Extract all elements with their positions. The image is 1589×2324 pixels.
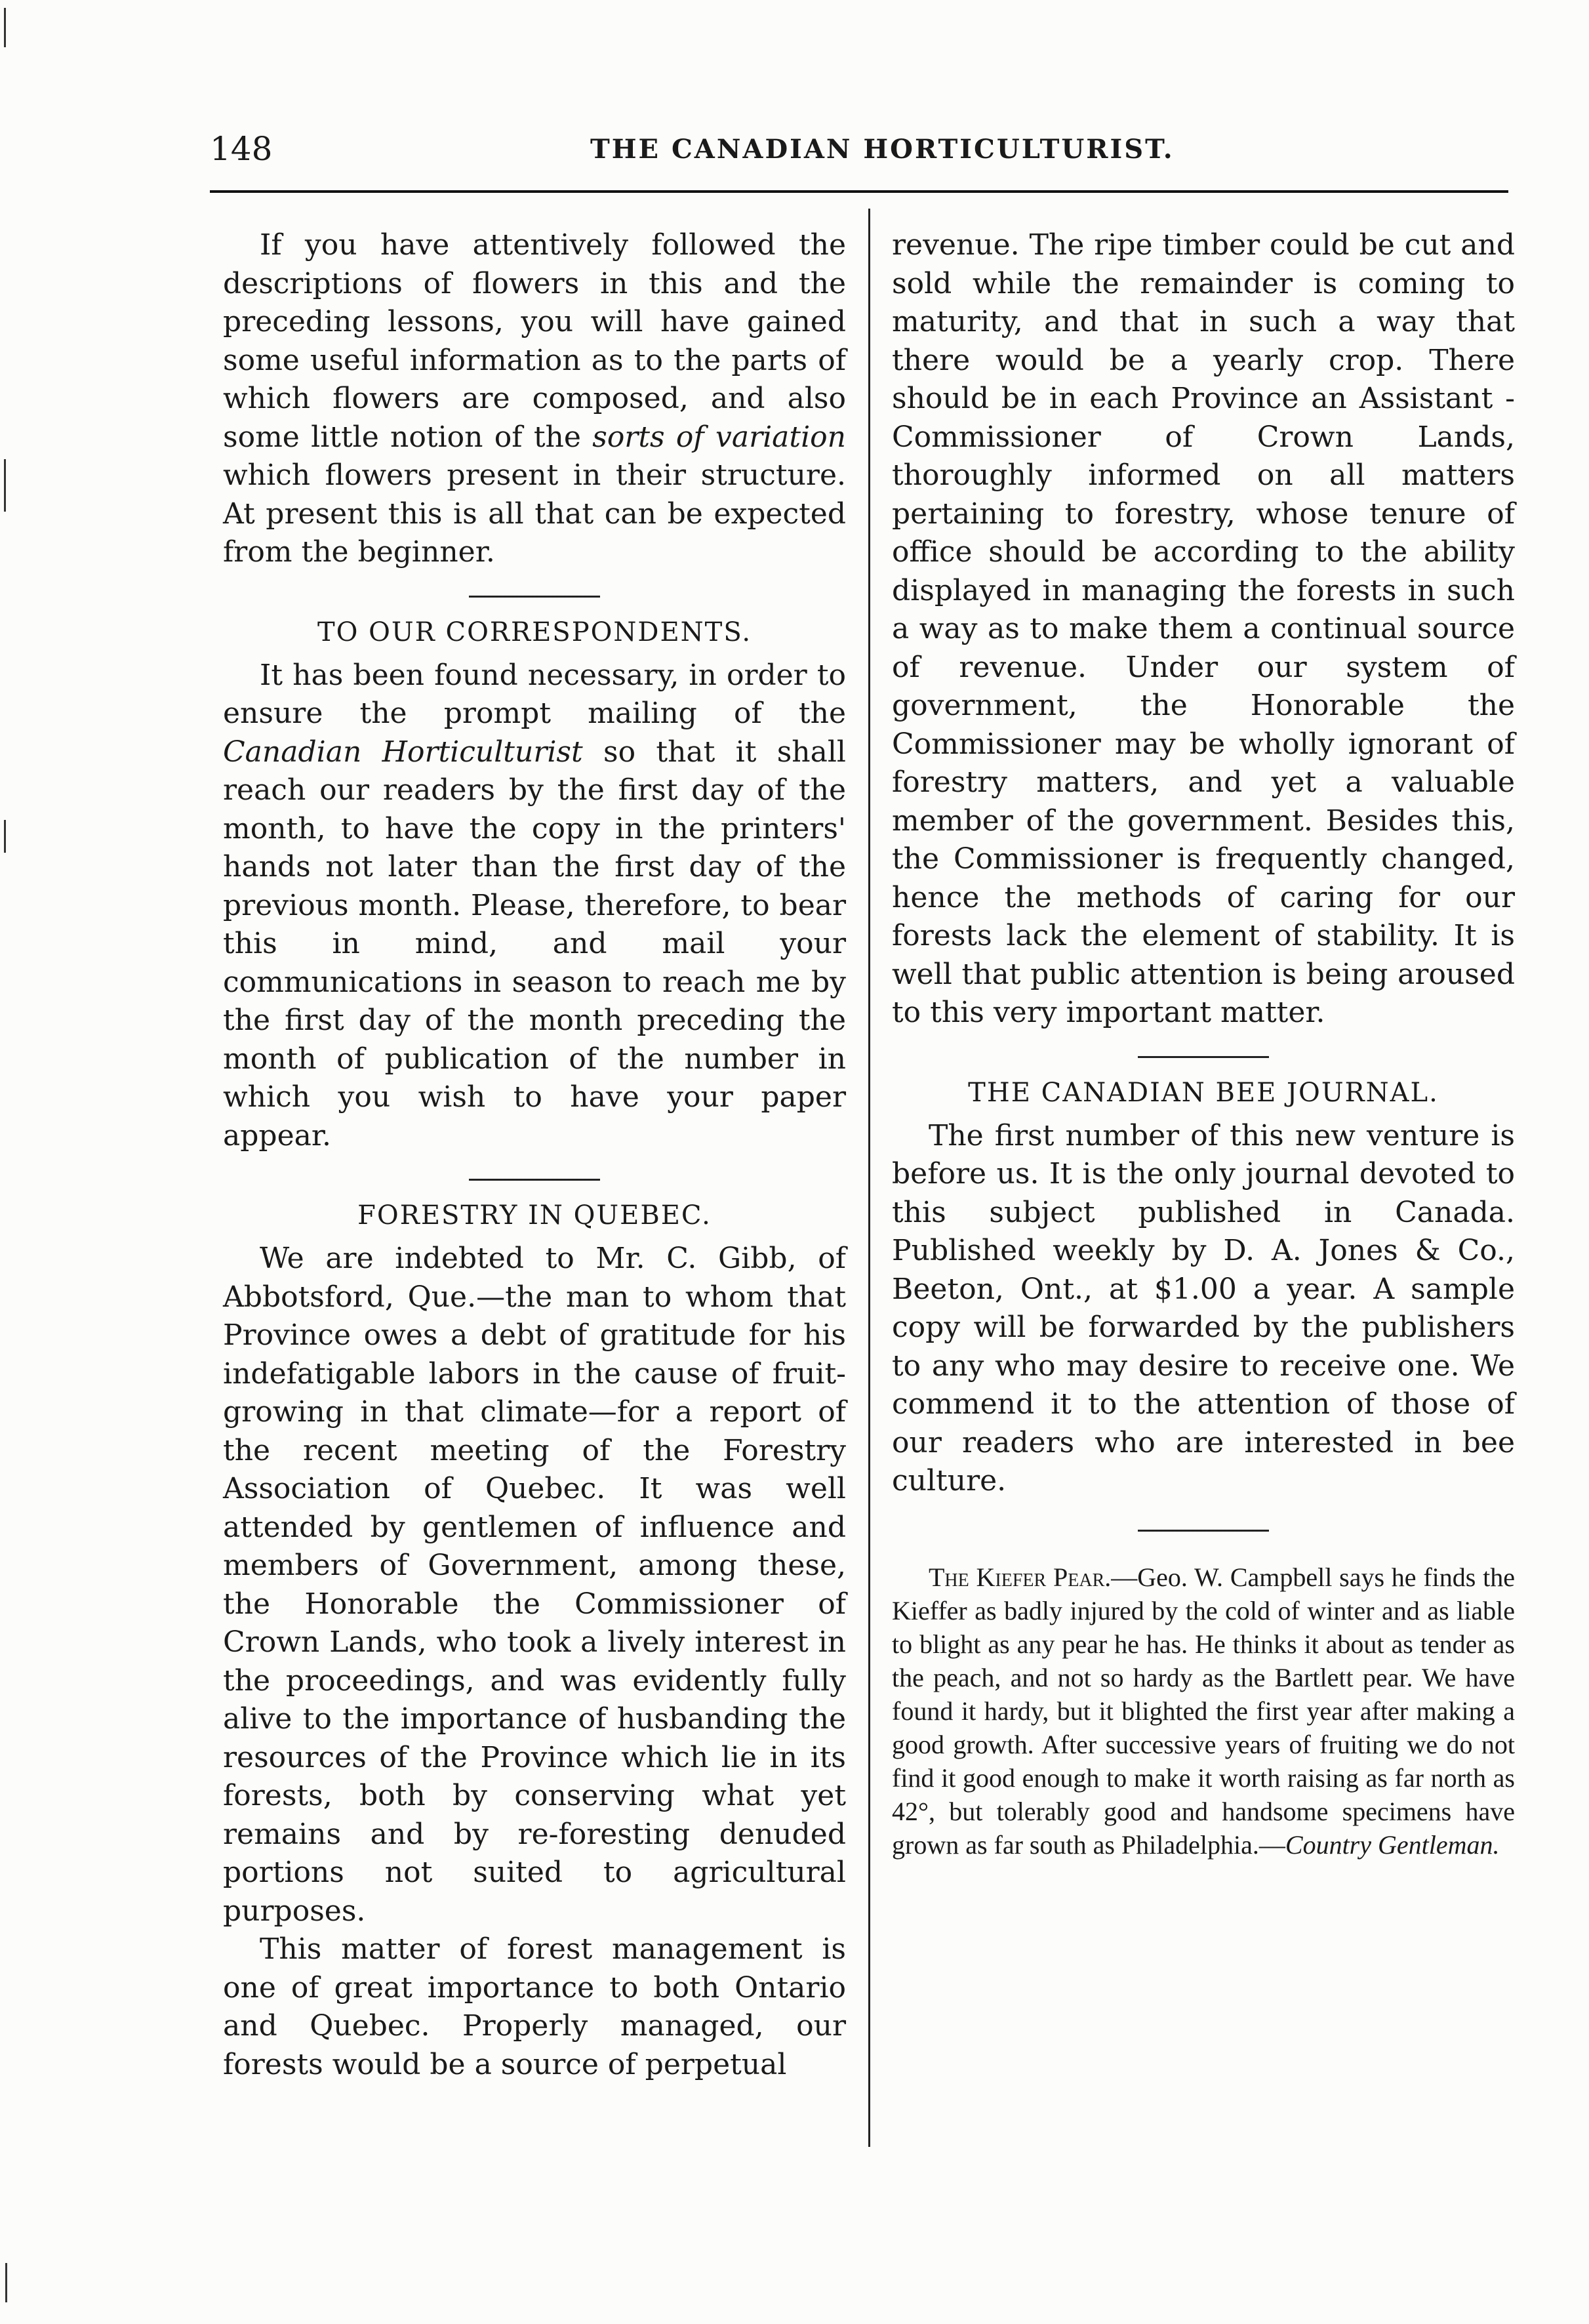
section-rule [1138, 1530, 1269, 1532]
running-title: THE CANADIAN HORTICULTURIST. [590, 134, 1175, 165]
margin-mark [4, 820, 6, 853]
forestry-paragraph-2: This matter of forest management is one of great importance to both Ontario and Quebec. Properly managed, our forests would be a source of perpetual [223, 1932, 846, 2081]
header-rule [210, 190, 1508, 193]
section-rule [469, 1179, 600, 1181]
right-column [892, 226, 1515, 1862]
section-rule [469, 596, 600, 598]
italic-phrase: sorts of variation [592, 420, 846, 454]
kieffer-note [892, 1560, 1515, 1862]
intro-paragraph: If you have attentively followed the descriptions of flowers in this and the preceding lessons, you will have gained some useful information as to the parts of which flowers are composed, and also some little notion of the sorts of variation which flowers present in their structure. At present this is all that can be expected from the beginner. [223, 228, 846, 569]
forestry-heading: FORESTRY IN QUEBEC. [357, 1200, 712, 1231]
margin-mark [5, 2263, 7, 2302]
journal-title-italic: Canadian Horticulturist [223, 735, 583, 769]
kieffer-source: Country Gentleman. [1285, 1829, 1500, 1860]
page-header [210, 130, 1508, 176]
page-number: 148 [210, 130, 273, 168]
column-divider [868, 209, 870, 2147]
correspondents-heading: TO OUR CORRESPONDENTS. [317, 617, 752, 647]
bee-journal-heading: THE CANADIAN BEE JOURNAL. [968, 1077, 1439, 1108]
forestry-continued-paragraph: revenue. The ripe timber could be cut and sold while the remainder is coming to maturity, and that in such a way that there would be a yearly crop. There should be in each Province an Assistant - Commissioner of Crown Lands, thoroughly informed on all matters pertaining to forestry, whose tenure of office should be according to the ability displayed in managing the forests in such a way as to make them a continual source of revenue. Under our system of government, the Honorable the Commissioner may be wholly ignorant of forestry matters, and yet a valuable member of the government. Besides this, the Commissioner is frequently changed, hence the methods of caring for our forests lack the element of stability. It is well that public attention is being aroused to this very important matter. [892, 228, 1515, 1029]
forestry-paragraph-1: We are indebted to Mr. C. Gibb, of Abbotsford, Que.—the man to whom that Province owes a debt of gratitude for his indefatigable labors in the cause of fruit-growing in that climate—for a report of the recent meeting of the Forestry Association of Quebec. It was well attended by gentlemen of influence and members of Government, among these, the Honorable the Commissioner of Crown Lands, who took a lively interest in the proceedings, and was evidently fully alive to the importance of husbanding the resources of the Province which lie in its forests, both by conserving what yet remains and by re-foresting denuded portions not suited to agricultural purposes. [223, 1242, 846, 1928]
bee-journal-paragraph: The first number of this new venture is before us. It is the only journal devoted to this subject published in Canada. Published weekly by D. A. Jones & Co., Beeton, Ont., at $1.00 a year. A sample copy will be forwarded by the publishers to any who may desire to receive one. We commend it to the attention of those of our readers who are interested in bee culture. [892, 1118, 1515, 1498]
kieffer-paragraph: The Kiefer Pear.—Geo. W. Campbell says he finds the Kieffer as badly injured by the cold of winter and as liable to blight as any pear he has. He thinks it about as tender as the peach, and not so hardy as the Bartlett pear. We have found it hardy, but it blighted the first year after making a good growth. After successive years of fruiting we do not find it good enough to make it worth raising as far north as 42°, but tolerably good and handsome specimens have grown as far south as Philadelphia.—Country Gentleman. [892, 1562, 1515, 1860]
kieffer-lead: The Kiefer Pear. [929, 1562, 1112, 1592]
margin-mark [4, 8, 6, 47]
margin-mark [4, 459, 6, 512]
correspondents-paragraph: It has been found necessary, in order to ensure the prompt mailing of the Canadian Horticulturist so that it shall reach our readers by the first day of the month, to have the copy in the printers' hands not later than the first day of the previous month. Please, therefore, to bear this in mind, and mail your communications in season to reach me by the first day of the month preceding the month of publication of the number in which you wish to have your paper appear. [223, 658, 846, 1152]
left-column [223, 226, 846, 2084]
section-rule [1138, 1056, 1269, 1058]
